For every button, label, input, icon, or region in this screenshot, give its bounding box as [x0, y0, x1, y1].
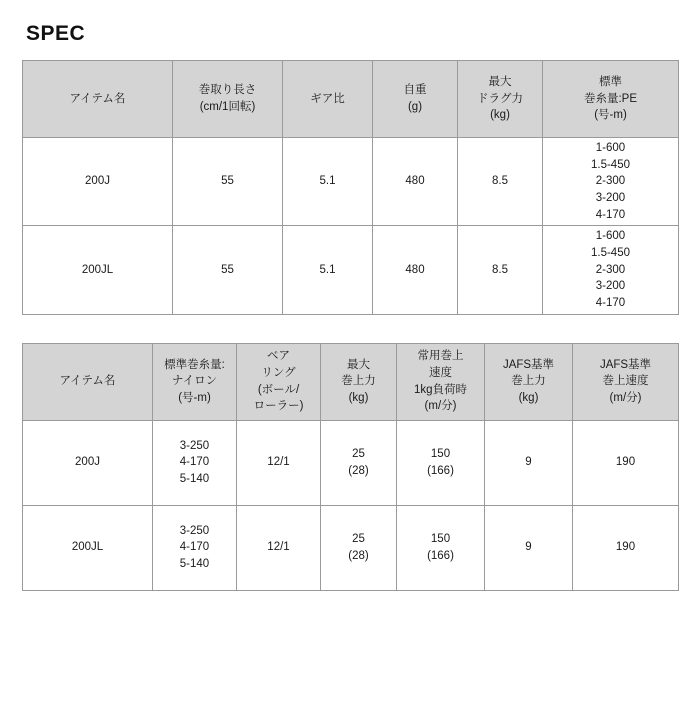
page-title: SPEC [26, 22, 86, 45]
cell-bearings: 12/1 [237, 505, 321, 590]
cell-jafs-lift: 9 [485, 420, 573, 505]
column-header-bearings: ベア リング (ボール/ ローラー) [237, 343, 321, 420]
spec-table-secondary [22, 343, 679, 591]
column-header-winding-speed: 常用巻上 速度 1kg負荷時 (m/分) [397, 343, 485, 420]
cell-item-name: 200J [23, 420, 153, 505]
column-header-nylon-capacity: 標準巻糸量: ナイロン (号-m) [153, 343, 237, 420]
column-header-max-drag: 最大 ドラグ力 (kg) [458, 61, 543, 138]
cell-jafs-speed: 190 [573, 420, 679, 505]
cell-gear-ratio: 5.1 [283, 226, 373, 314]
cell-pe-capacity: 1-600 1.5-450 2-300 3-200 4-170 [543, 138, 679, 226]
spec-page [0, 22, 700, 722]
cell-winding-speed: 150 (166) [397, 505, 485, 590]
cell-weight: 480 [373, 226, 458, 314]
column-header-item-name: アイテム名 [23, 343, 153, 420]
table-header-row [23, 343, 679, 420]
column-header-gear-ratio: ギア比 [283, 61, 373, 138]
column-header-item-name: アイテム名 [23, 61, 173, 138]
column-header-weight: 自重 (g) [373, 61, 458, 138]
table-row [23, 420, 679, 505]
cell-nylon-capacity: 3-250 4-170 5-140 [153, 420, 237, 505]
table-divider [22, 315, 678, 343]
column-header-max-lift: 最大 巻上力 (kg) [321, 343, 397, 420]
cell-max-lift: 25 (28) [321, 420, 397, 505]
table-header-row [23, 61, 679, 138]
cell-item-name: 200JL [23, 226, 173, 314]
cell-jafs-lift: 9 [485, 505, 573, 590]
column-header-jafs-lift: JAFS基準 巻上力 (kg) [485, 343, 573, 420]
cell-jafs-speed: 190 [573, 505, 679, 590]
cell-nylon-capacity: 3-250 4-170 5-140 [153, 505, 237, 590]
cell-gear-ratio: 5.1 [283, 138, 373, 226]
cell-item-name: 200JL [23, 505, 153, 590]
cell-max-lift: 25 (28) [321, 505, 397, 590]
cell-winding-length: 55 [173, 138, 283, 226]
cell-winding-length: 55 [173, 226, 283, 314]
cell-pe-capacity: 1-600 1.5-450 2-300 3-200 4-170 [543, 226, 679, 314]
cell-weight: 480 [373, 138, 458, 226]
cell-max-drag: 8.5 [458, 138, 543, 226]
table-row [23, 505, 679, 590]
table-row [23, 138, 679, 226]
cell-winding-speed: 150 (166) [397, 420, 485, 505]
cell-max-drag: 8.5 [458, 226, 543, 314]
spec-table-primary [22, 60, 679, 315]
table-row [23, 226, 679, 314]
column-header-winding-length: 巻取り長さ (cm/1回転) [173, 61, 283, 138]
cell-bearings: 12/1 [237, 420, 321, 505]
column-header-pe-capacity: 標準 巻糸量:PE (号-m) [543, 61, 679, 138]
column-header-jafs-speed: JAFS基準 巻上速度 (m/分) [573, 343, 679, 420]
cell-item-name: 200J [23, 138, 173, 226]
